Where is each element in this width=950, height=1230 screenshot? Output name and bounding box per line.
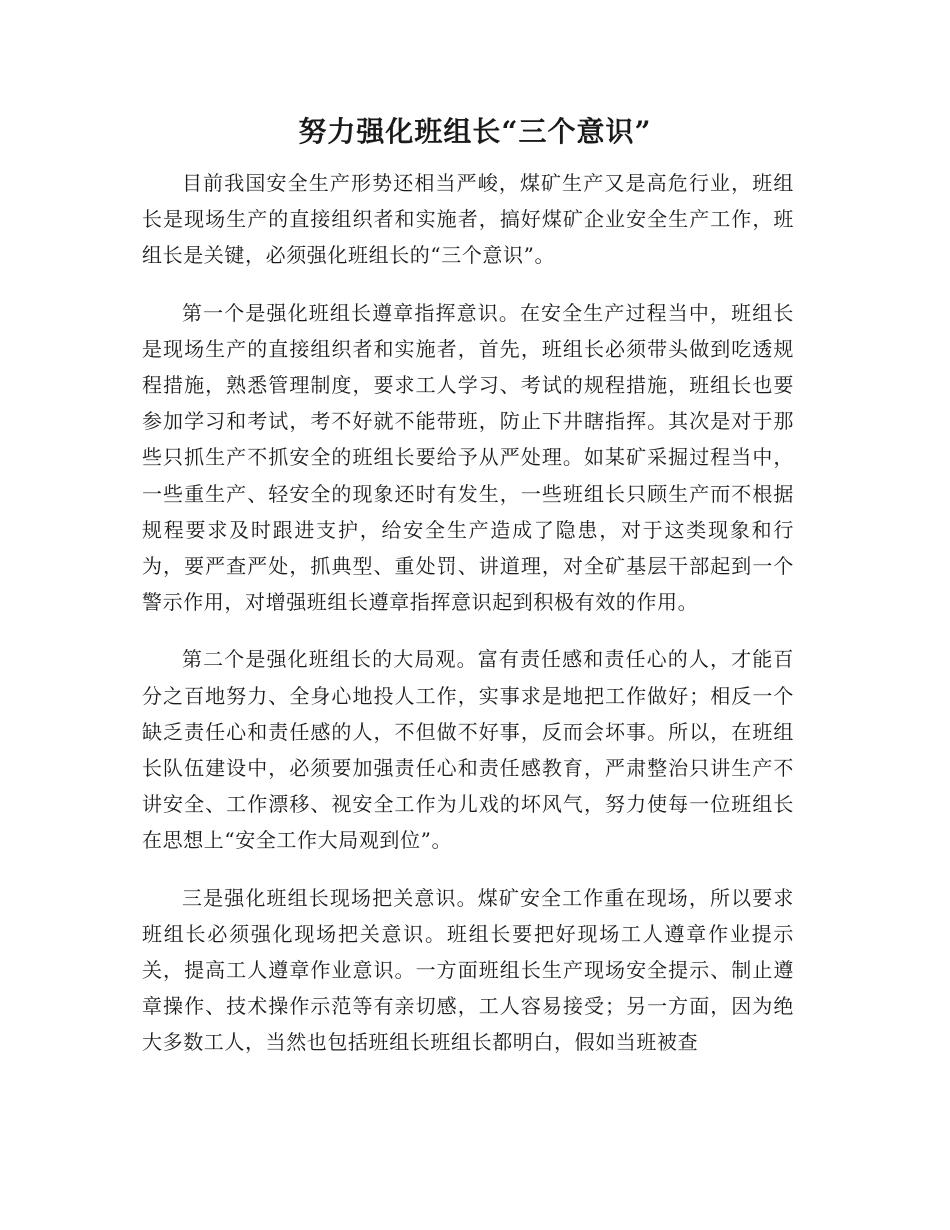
paragraph-third-awareness: 三是强化班组长现场把关意识。煤矿安全工作重在现场，所以要求班组长必须强化现场把关意识。班组长要把好现场工人遵章作业提示关，提高工人遵章作业意识。一方面班组长生产现场安全提示、制止遵章操作、技术操作示范等有亲切感，工人容易接受；另一方面，因为绝大多数工人，当然也包括班组长班组长都明白，假如当班被查 [142, 885, 794, 1055]
document-body [142, 165, 794, 1082]
paragraph-second-awareness: 第二个是强化班组长的大局观。富有责任感和责任心的人，才能百分之百地努力、全身心地投人工作，实事求是地把工作做好；相反一个缺乏责任心和责任感的人，不但做不好事，反而会坏事。所以，在班组长队伍建设中，必须要加强责任心和责任感教育，严肃整治只讲生产不讲安全、工作漂移、视安全工作为儿戏的坏风气，努力使每一位班组长在思想上“安全工作大局观到位”。 [142, 647, 794, 853]
document-title: 努力强化班组长“三个意识” [298, 115, 652, 148]
paragraph-first-awareness: 第一个是强化班组长遵章指挥意识。在安全生产过程当中，班组长是现场生产的直接组织者和实施者，首先，班组长必须带头做到吃透规程措施，熟悉管理制度，要求工人学习、考试的规程措施，班组长也要参加学习和考试，考不好就不能带班，防止下井瞎指挥。其次是对于那些只抓生产不抓安全的班组长要给予从严处理。如某矿采掘过程当中，一些重生产、轻安全的现象还时有发生，一些班组长只顾生产而不根据规程要求及时跟进支护，给安全生产造成了隐患，对于这类现象和行为，要严查严处，抓典型、重处罚、讲道理，对全矿基层干部起到一个警示作用，对增强班组长遵章指挥意识起到积极有效的作用。 [142, 300, 794, 615]
paragraph-intro: 目前我国安全生产形势还相当严峻，煤矿生产又是高危行业，班组长是现场生产的直接组织者和实施者，搞好煤矿企业安全生产工作，班组长是关键，必须强化班组长的“三个意识”。 [142, 171, 794, 268]
